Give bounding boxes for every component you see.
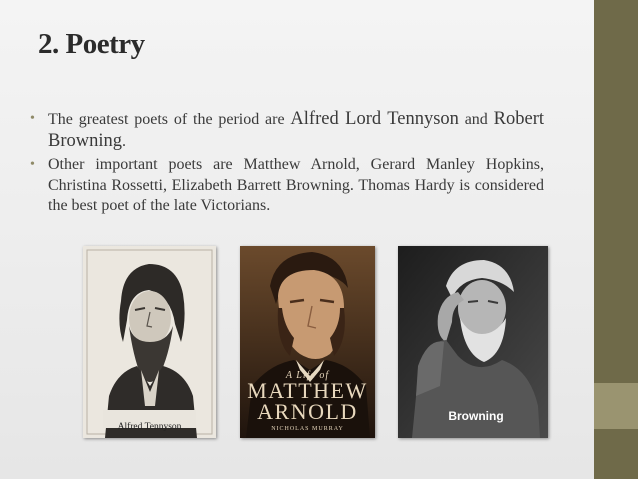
book-title-line-2: MATTHEW [247,378,368,403]
tennyson-portrait [83,246,216,438]
book-title-line-1: A Life of [285,370,330,381]
bullet-item-other-poets: • Other important poets are Matthew Arnold, Gerard Manley Hopkins, Christina Rossetti, Elizabeth Barrett Browning. Thomas Hardy is considered the best poet of the late Victorians. [30,155,544,217]
bullet-text-suffix: . [122,132,126,150]
book-title-line-3: ARNOLD [257,399,358,424]
bullet-list [30,109,544,220]
decorative-side-accent [594,383,638,429]
bullet-item-greatest-poets [30,109,544,152]
browning-caption: Browning [448,409,504,423]
book-author: NICHOLAS MURRAY [271,426,344,432]
bullet-name-browning: Robert Browning [48,109,544,151]
tennyson-engraving-image [83,246,216,438]
slide-title: 2. Poetry [38,28,145,60]
bullet-text-prefix: The greatest poets of the period are [48,111,291,128]
bullet-name-tennyson: Alfred Lord Tennyson [290,109,459,129]
matthew-arnold-book-cover [240,246,375,438]
tennyson-caption: Alfred Tennyson [117,422,182,432]
bullet-text-joiner: and [458,111,494,128]
browning-portrait [398,246,548,438]
